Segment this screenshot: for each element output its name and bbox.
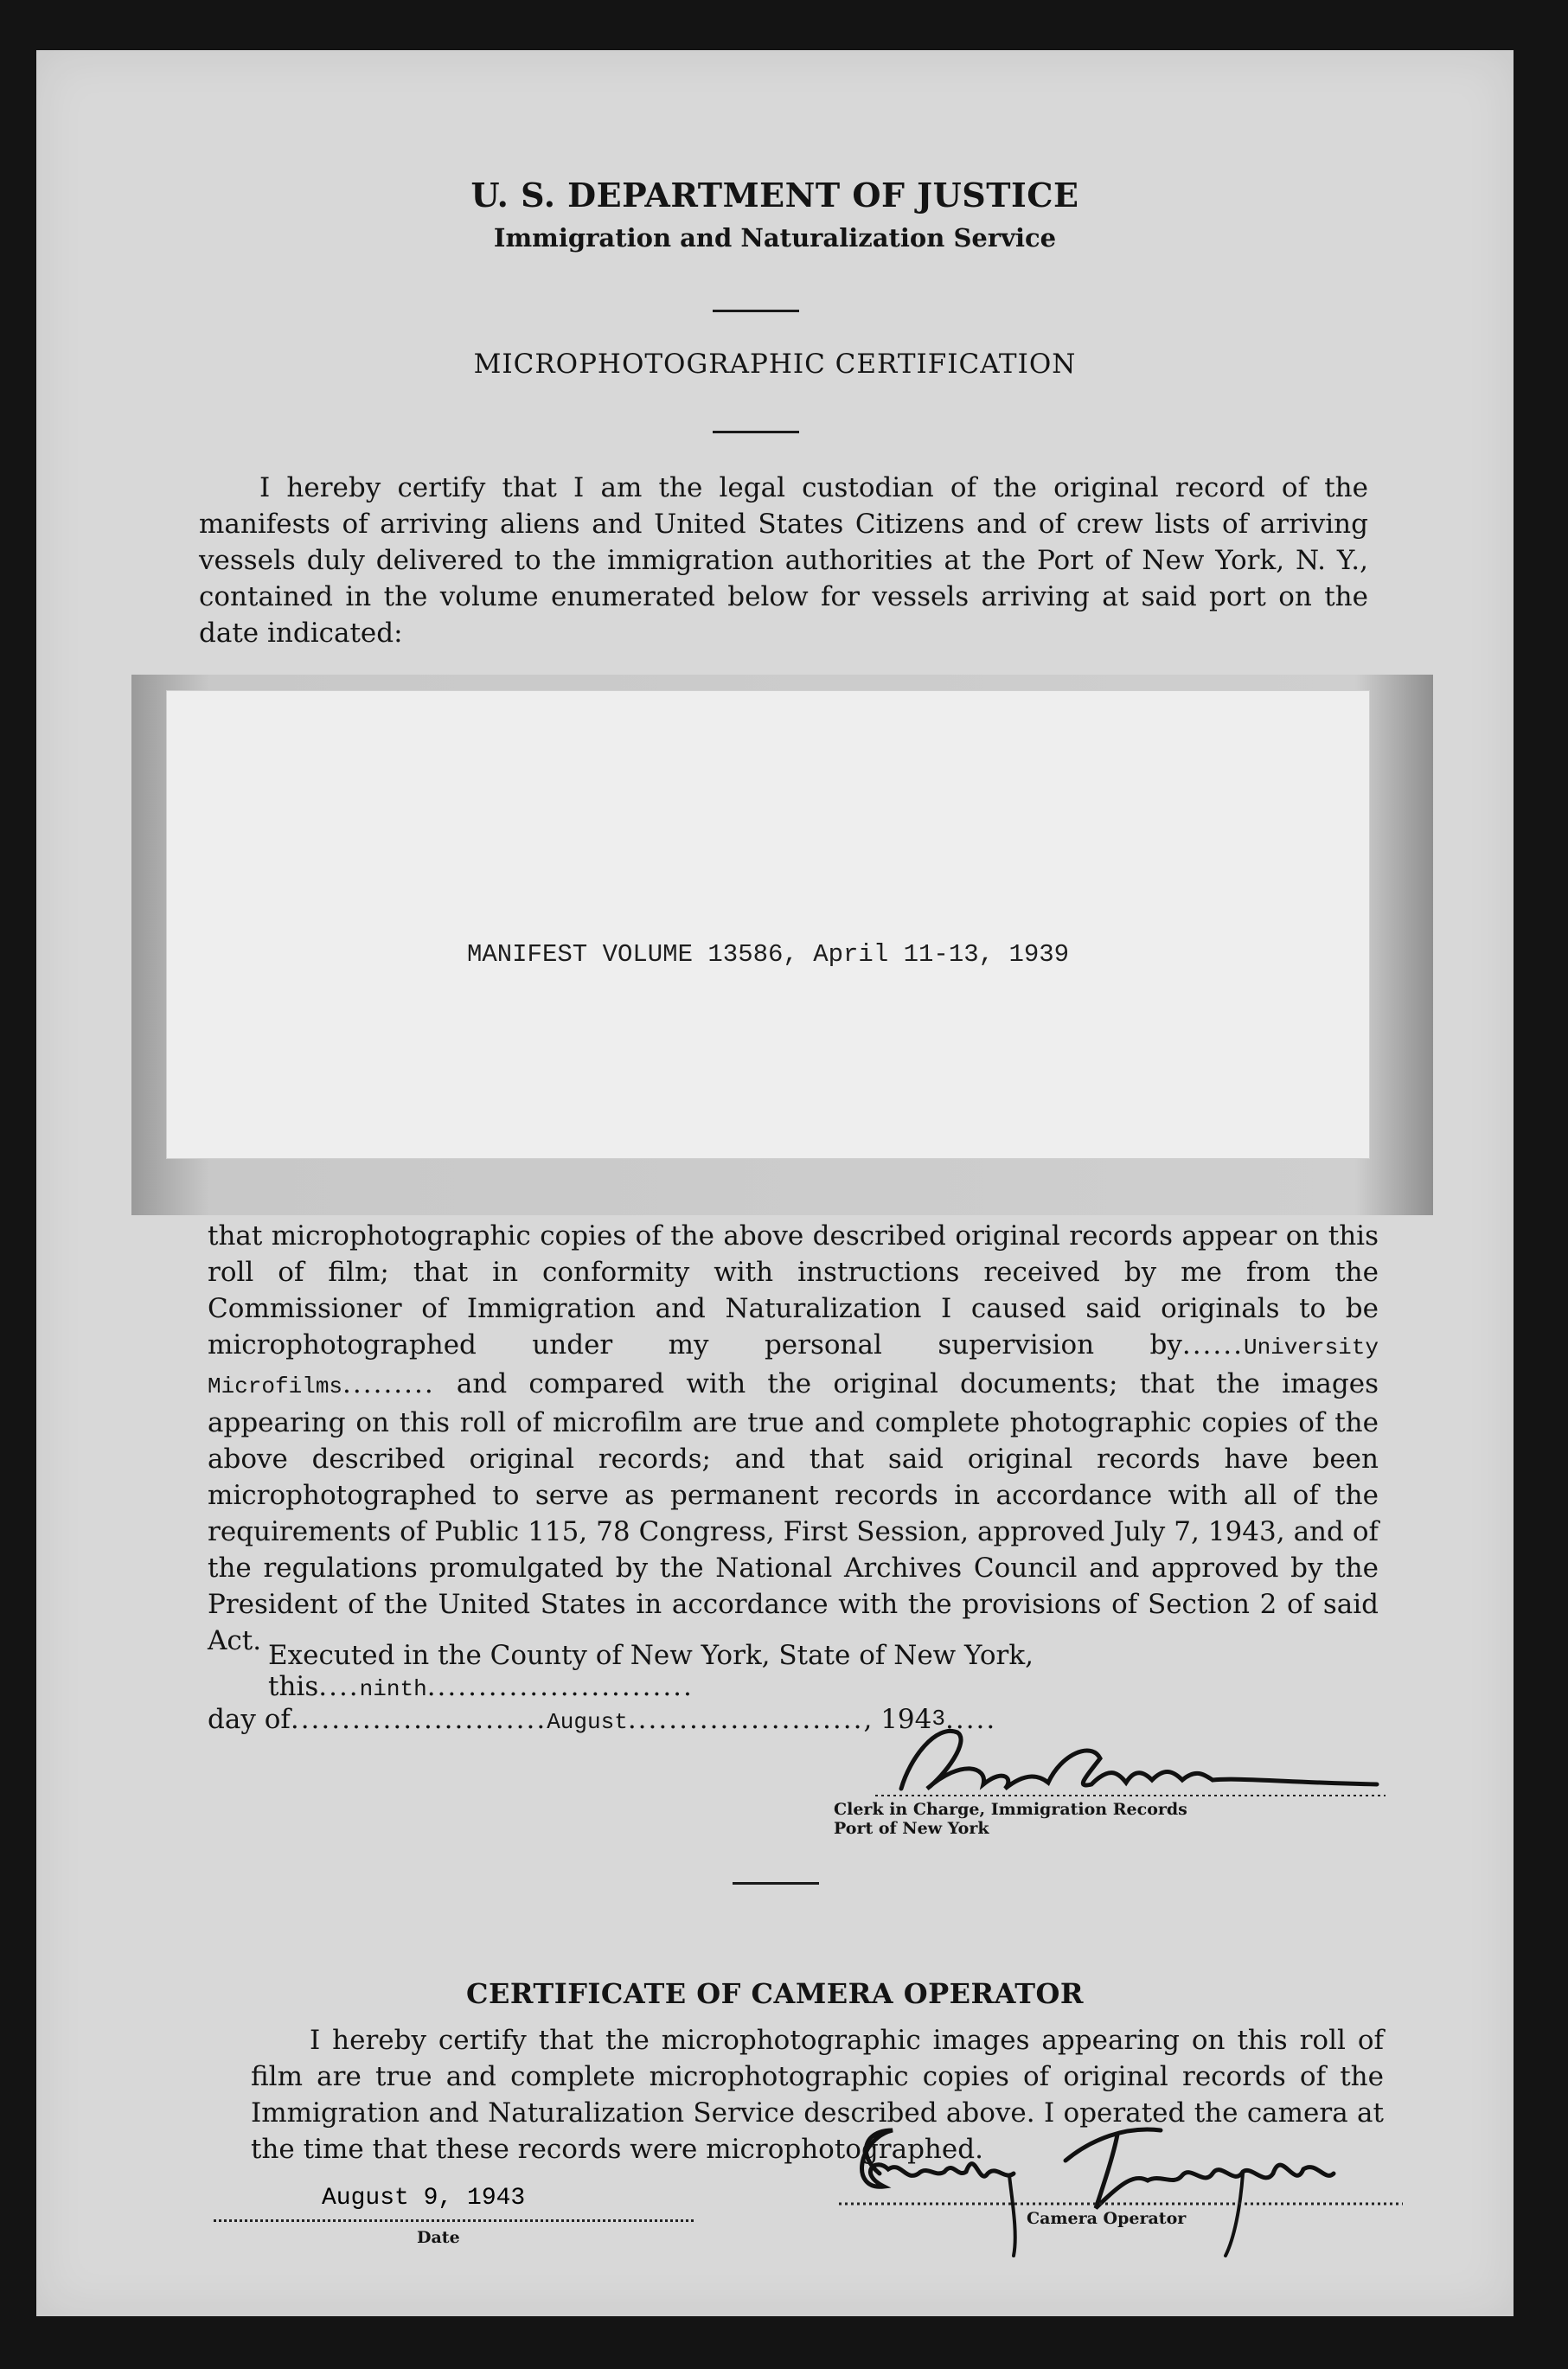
camera-operator-statement: I hereby certify that the microphotographic images appearing on this roll of film are true and complete microphotographic copies of original records of the Immigration and Naturalization Service described above. I operated the camera at the time that these records were microphotographed.	[251, 2025, 1384, 2165]
year-value: 3	[931, 1706, 945, 1732]
service-subtitle: Immigration and Naturalization Service	[493, 223, 1057, 253]
certification-body: that microphotographic copies of the above described original records appear on this roll of film; that in conformity with instructions received by me from the Commissioner of Immigration and Naturalization I caused said originals to be microphotographed under my personal supervision by......University Microfilms......... and compared with the original documents; that the images appearing on this roll of microfilm are true and complete photographic copies of the above described original records; and that said original records have been microphotographed to serve as permanent records in accordance with all of the requirements of Public 115, 78 Congress, First Session, approved July 7, 1943, and of the regulations promulgated by the National Archives Council and approved by the President of the United States in accordance with the provisions of Section 2 of said Act.	[208, 1220, 1379, 1656]
camera-operator-heading: CERTIFICATE OF CAMERA OPERATOR	[466, 1977, 1084, 2010]
month-value: August	[547, 1709, 628, 1735]
camera-operator-signature	[797, 2078, 1420, 2260]
divider-rule	[713, 431, 799, 433]
volume-card	[166, 690, 1370, 1159]
certification-heading: MICROPHOTOGRAPHIC CERTIFICATION	[473, 349, 1077, 380]
department-title: U. S. DEPARTMENT OF JUSTICE	[470, 176, 1079, 214]
clerk-title-block: Clerk in Charge, Immigration Records Port of New York	[834, 1800, 1187, 1838]
manifest-volume-label: MANIFEST VOLUME 13586, April 11-13, 1939	[466, 940, 1070, 969]
executed-day-value: ninth	[359, 1676, 427, 1702]
filmed-by-value: University Microfilms	[208, 1335, 1379, 1399]
executed-line: Executed in the County of New York, State of New York, this....ninth..........................	[268, 1640, 1034, 1702]
camera-operator-label: Camera Operator	[1027, 2209, 1187, 2228]
day-of-line: day of.........................August......................., 1943.....	[208, 1704, 997, 1735]
date-label: Date	[417, 2228, 460, 2247]
divider-rule	[733, 1882, 819, 1885]
date-value: August 9, 1943	[322, 2185, 526, 2212]
custodian-statement: I hereby certify that I am the legal custodian of the original record of the manifests of arriving aliens and United States Citizens and of crew lists of arriving vessels duly delivered to the immigration authorities at the Port of New York, N. Y., contained in the volume enumerated below for vessels arriving at said port on the date indicated:	[199, 472, 1368, 649]
body-text-b: and compared with the original documents; that the images appearing on this roll of microfilm are true and complete photographic copies of the above described original records; and that said original records have been microphotographed to serve as permanent records in accordance with all of the requirements of Public 115, 78 Congress, First Session, approved July 7, 1943, and of the regulations promulgated by the National Archives Council and approved by the President of the United States in accordance with the provisions of Section 2 of said Act.	[208, 1368, 1379, 1656]
certificate-sheet	[36, 50, 1514, 2316]
body-text-a: that microphotographic copies of the above described original records appear on this roll of film; that in conformity with instructions received by me from the Commissioner of Immigration and Naturalization I caused said originals to be microphotographed under my personal supervision by	[208, 1220, 1379, 1361]
divider-rule	[713, 310, 799, 312]
